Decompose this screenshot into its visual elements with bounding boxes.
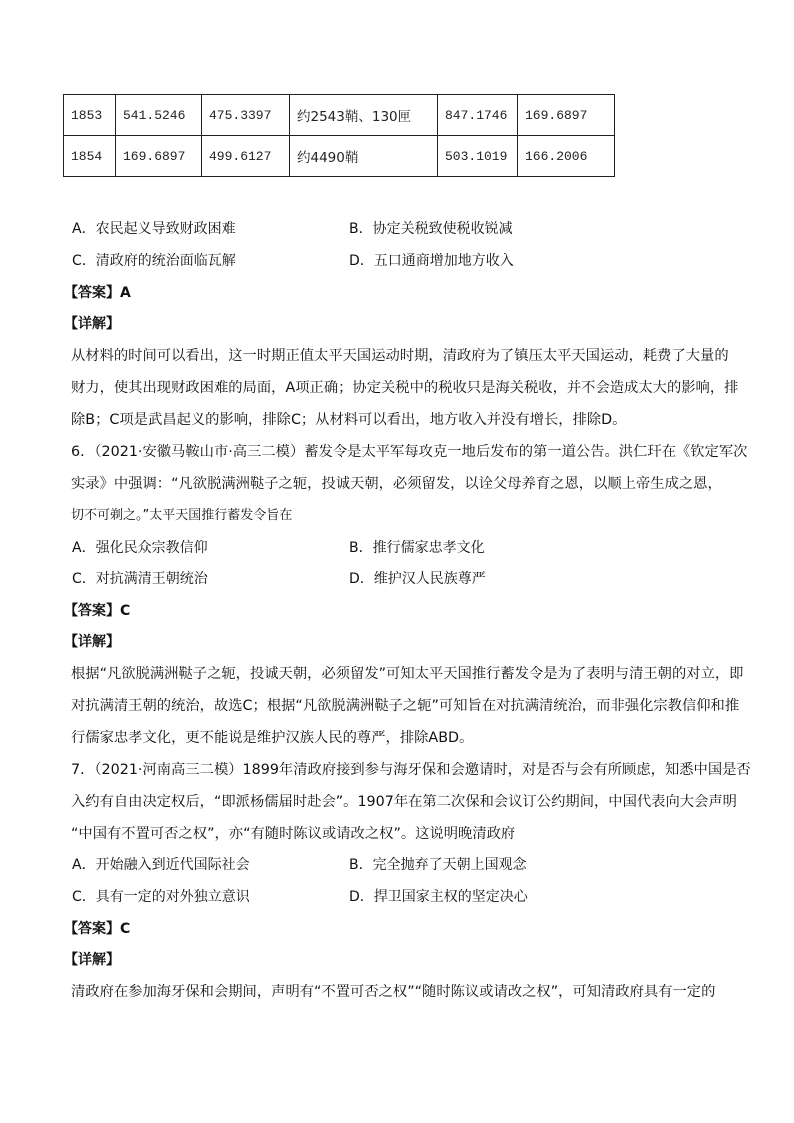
table-cell: 169.6897 (116, 136, 202, 177)
q7-option-a: A．开始融入到近代国际社会 (72, 857, 250, 873)
data-table (63, 94, 615, 177)
q6-option-a: A．强化民众宗教信仰 (72, 540, 208, 556)
table-cell: 499.6127 (202, 136, 290, 177)
q5-option-b: B．协定关税致使税收锐减 (349, 221, 513, 237)
q6-stem-line: 实录》中强调：“凡欲脱满洲鞑子之轭，投诚天朝，必须留发，以诠父母养育之恩，以顺上帝生成之恩， (71, 476, 722, 492)
q5-option-c: C．清政府的统治面临瓦解 (72, 253, 236, 269)
table-row (64, 95, 615, 136)
table-row (64, 136, 615, 177)
q6-stem-line: 6．（2021·安徽马鞍山市·高三二模）蓄发令是太平军每攻克一地后发布的第一道公告。洪仁玕在《钦定军次 (71, 444, 748, 460)
q6-detail-line: 行儒家忠孝文化，更不能说是维护汉族人民的尊严，排除ABD。 (71, 730, 474, 746)
q6-option-d: D．维护汉人民族尊严 (349, 571, 486, 587)
q5-answer: 【答案】A (64, 285, 131, 301)
q7-stem-line: 7．（2021·河南高三二模）1899年清政府接到参与海牙保和会邀请时，对是否与会有所顾虑，知悉中国是否 (71, 762, 751, 778)
table-cell: 169.6897 (518, 95, 615, 136)
q5-detail-line: 财力，使其出现财政困难的局面，A项正确；协定关税中的税收只是海关税收，并不会造成太大的影响，排 (71, 380, 739, 396)
table-cell: 约2543鞘、130匣 (290, 95, 438, 136)
table-cell: 1853 (64, 95, 116, 136)
table-cell: 503.1019 (438, 136, 518, 177)
table-cell: 475.3397 (202, 95, 290, 136)
q5-option-a: A．农民起义导致财政困难 (72, 221, 236, 237)
table-cell: 541.5246 (116, 95, 202, 136)
table-cell: 约4490鞘 (290, 136, 438, 177)
q5-option-d: D．五口通商增加地方收入 (349, 253, 514, 269)
q6-detail-line: 对抗满清王朝的统治，故选C；根据“凡欲脱满洲鞑子之轭”可知旨在对抗满清统治，而非强化宗教信仰和推 (71, 698, 740, 714)
q6-option-c: C．对抗满清王朝统治 (72, 571, 208, 587)
q7-option-b: B．完全抛弃了天朝上国观念 (349, 857, 527, 873)
q5-detail-line: 从材料的时间可以看出，这一时期正值太平天国运动时期，清政府为了镇压太平天国运动，耗费了大量的 (71, 348, 729, 364)
q6-answer: 【答案】C (64, 603, 131, 619)
table-cell: 1854 (64, 136, 116, 177)
q7-detail-label: 【详解】 (64, 952, 120, 968)
q7-option-c: C．具有一定的对外独立意识 (72, 889, 250, 905)
q7-detail-line: 清政府在参加海牙保和会期间，声明有“不置可否之权”“随时陈议或请改之权”，可知清政府具有一定的 (71, 984, 716, 1000)
q6-stem-line: 切不可剃之。”太平天国推行蓄发令旨在 (71, 508, 293, 523)
q5-detail-line: 除B；C项是武昌起义的影响，排除C；从材料可以看出，地方收入并没有增长，排除D。 (71, 412, 627, 428)
q7-stem-line: “中国有不置可否之权”，亦“有随时陈议或请改之权”。这说明晚清政府 (71, 826, 516, 842)
q6-detail-line: 根据“凡欲脱满洲鞑子之轭，投诚天朝，必须留发”可知太平天国推行蓄发令是为了表明与清王朝的对立，即 (71, 666, 744, 682)
table-cell: 166.2006 (518, 136, 615, 177)
q6-detail-label: 【详解】 (64, 634, 120, 650)
q7-option-d: D．捍卫国家主权的坚定决心 (349, 889, 528, 905)
table-cell: 847.1746 (438, 95, 518, 136)
q7-answer: 【答案】C (64, 921, 131, 937)
q5-detail-label: 【详解】 (64, 316, 120, 332)
q6-option-b: B．推行儒家忠孝文化 (349, 540, 485, 556)
q7-stem-line: 入约有自由决定权后，“即派杨儒届时赴会”。1907年在第二次保和会议订公约期间，中国代表向大会声明 (71, 794, 737, 810)
